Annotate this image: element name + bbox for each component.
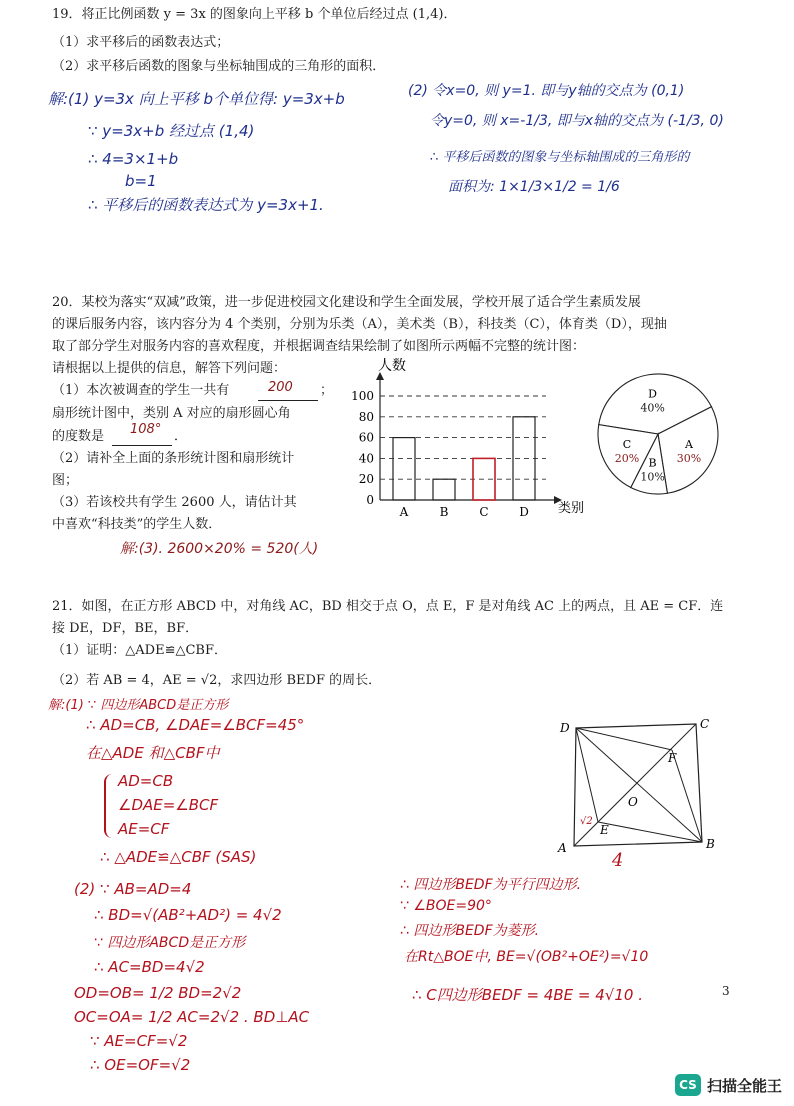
pie-label-b: B (648, 456, 657, 470)
q21-hw-p2-6: OC=OA= 1/2 AC=2√2 . BD⊥AC (74, 1008, 310, 1026)
q20-part1-a: （1）本次被调查的学生一共有 (52, 383, 230, 398)
segment-de (576, 728, 598, 822)
bar-b (433, 479, 455, 500)
q20-stem3: 取了部分学生对服务内容的喜欢程度，并根据调查结果绘制了如图所示两幅不完整的统计图： (52, 339, 586, 354)
q20-answer2: 108° (130, 422, 162, 437)
pie-label-c: C (622, 437, 632, 451)
bar-chart-xtick-label: A (399, 505, 409, 519)
q20-stem4: 请根据以上提供的信息，解答下列问题： (52, 361, 287, 376)
square-figure (556, 716, 736, 871)
label-e: E (600, 823, 609, 837)
q20-answer1: 200 (268, 380, 293, 395)
q21-hw-p2-3: ∵ 四边形ABCD是正方形 (94, 935, 246, 951)
q19-hw-line2: ∵ y=3x+b 经过点 (1,4) (88, 122, 255, 140)
q19-hw-right3: ∴ 平移后函数的图象与坐标轴围成的三角形的 (430, 150, 690, 165)
q21-hw-p2-7: ∵ AE=CF=√2 (90, 1032, 188, 1050)
q19-hw-line5: ∴ 平移后的函数表达式为 y=3x+1. (88, 196, 324, 214)
bar-chart-ytick-label: 20 (358, 472, 374, 487)
q21-hw-p2-1: (2) ∵ AB=AD=4 (74, 880, 192, 898)
q21-hw-p2-5: OD=OB= 1/2 BD=2√2 (74, 984, 242, 1002)
bar-chart-xtick-label: C (479, 505, 489, 519)
q21-hw-proof6: AE=CF (118, 820, 170, 838)
bar-a (393, 438, 415, 500)
q19-part2: （2）求平移后函数的图象与坐标轴围成的三角形的面积． (52, 59, 386, 74)
camscanner-logo: CS (675, 1074, 701, 1096)
q21-hw-proof5: ∠DAE=∠BCF (118, 796, 219, 814)
segment-be (598, 822, 702, 842)
segment-df (576, 728, 672, 750)
q21-hw-proof2: ∴ AD=CB, ∠DAE=∠BCF=45° (86, 716, 305, 734)
q21-hw-p2-4: ∴ AC=BD=4√2 (94, 958, 205, 976)
q20-part3-b: 中喜欢“科技类”的学生人数． (52, 517, 222, 532)
q20-stem2: 的课后服务内容，该内容分为 4 个类别，分别为乐类（A），美术类（B），科技类（C），体育类（D），现抽 (52, 317, 667, 332)
q20-blank1 (258, 400, 318, 401)
q20-hw-answer3: 解:(3). 2600×20% = 520(人) (120, 541, 319, 557)
bar-chart-xlabel: 类别 (558, 501, 585, 516)
q20-part1-d: 的度数是 (52, 429, 105, 444)
q20-stem1: 20．某校为落实“双减”政策，进一步促进校园文化建设和学生全面发展，学校开展了适合学生素质发展 (52, 295, 641, 310)
q21-hw-p2-2: ∴ BD=√(AB²+AD²) = 4√2 (94, 906, 282, 924)
page-number: 3 (722, 984, 730, 998)
pie-value-a: 30% (676, 451, 702, 465)
q21-hw-r1: ∴ 四边形BEDF为平行四边形. (400, 877, 582, 893)
q20-part1-b: ； (320, 383, 334, 398)
q21-hw-proof3: 在△ADE 和△CBF中 (86, 744, 220, 762)
label-c: C (700, 717, 710, 731)
q20-part1-c: 扇形统计图中，类别 A 对应的扇形圆心角 (52, 406, 291, 421)
q21-hw-proof7: ∴ △ADE≌△CBF (SAS) (100, 848, 257, 866)
q19-hw-right2: 令y=0, 则 x=-1/3, 即与x轴的交点为 (-1/3, 0) (430, 113, 724, 129)
q21-stem1: 21．如图，在正方形 ABCD 中，对角线 AC，BD 相交于点 O，点 E，F 是对角线 AC 上的两点，且 AE = CF．连 (52, 599, 724, 614)
pie-label-d: D (648, 387, 657, 401)
q20-part2-a: （2）请补全上面的条形统计图和扇形统计 (52, 451, 295, 466)
q20-part3-a: （3）若该校共有学生 2600 人，请估计其 (52, 495, 297, 510)
q21-brace (104, 774, 114, 838)
q20-part1-e: ． (174, 429, 188, 444)
q21-hw-p2-8: ∴ OE=OF=√2 (90, 1056, 191, 1074)
q21-stem2: 接 DE，DF，BE，BF． (52, 621, 199, 636)
label-d: D (560, 721, 570, 735)
pie-value-d: 40% (640, 401, 665, 415)
q21-hw-r3: ∴ 四边形BEDF为菱形. (400, 923, 540, 939)
q19-hw-line3: ∴ 4=3×1+b (88, 150, 179, 168)
pie-value-c: 20% (614, 451, 640, 465)
bar-chart-ytick-label: 0 (366, 493, 374, 507)
q21-hw-proof1: 解:(1) ∵ 四边形ABCD是正方形 (48, 698, 229, 713)
note-side: 4 (612, 850, 624, 871)
q19-hw-line1: 解:(1) y=3x 向上平移 b个单位得: y=3x+b (48, 90, 345, 108)
label-o: O (628, 795, 638, 809)
q20-blank2 (112, 445, 172, 446)
bar-chart-xtick-label: D (519, 505, 529, 519)
q19-stem: 19．将正比例函数 y = 3x 的图象向上平移 b 个单位后经过点 (1,4)． (52, 7, 457, 22)
q21-hw-r2: ∵ ∠BOE=90° (400, 898, 492, 914)
label-b: B (706, 837, 715, 851)
q21-part2: （2）若 AB = 4，AE = √2，求四边形 BEDF 的周长． (52, 673, 382, 688)
note-ae: √2 (580, 816, 593, 827)
q21-hw-proof4: AD=CB (118, 772, 174, 790)
q20-part2-b: 图； (52, 473, 79, 488)
bar-chart-ytick-label: 40 (358, 451, 374, 466)
camscanner-watermark (675, 1074, 782, 1096)
q19-hw-right4: 面积为: 1×1/3×1/2 = 1/6 (448, 179, 620, 195)
label-a: A (558, 841, 567, 855)
label-f: F (668, 751, 677, 765)
bar-chart-xtick-label: B (439, 505, 449, 519)
pie-chart (592, 372, 732, 512)
q21-hw-r4: 在Rt△BOE中, BE=√(OB²+OE²)=√10 (404, 949, 649, 965)
q19-hw-right1: (2) 令x=0, 则 y=1. 即与y轴的交点为 (0,1) (408, 83, 685, 99)
bar-chart-ylabel: 人数 (378, 358, 406, 374)
q19-part1: （1）求平移后的函数表达式； (52, 35, 230, 50)
bar-chart-ytick-label: 100 (351, 389, 374, 403)
q21-hw-r5: ∴ C四边形BEDF = 4BE = 4√10 . (412, 986, 643, 1004)
camscanner-name: 扫描全能王 (706, 1076, 782, 1095)
bar-chart-ytick-label: 80 (358, 409, 374, 424)
bar-chart-ytick-label: 60 (358, 430, 374, 445)
q21-part1: （1）证明：△ADE≌△CBF． (52, 643, 227, 658)
q19-hw-line4: b=1 (125, 172, 157, 190)
pie-value-b: 10% (640, 470, 665, 484)
bar-chart (340, 352, 590, 522)
pie-label-a: A (685, 437, 693, 451)
